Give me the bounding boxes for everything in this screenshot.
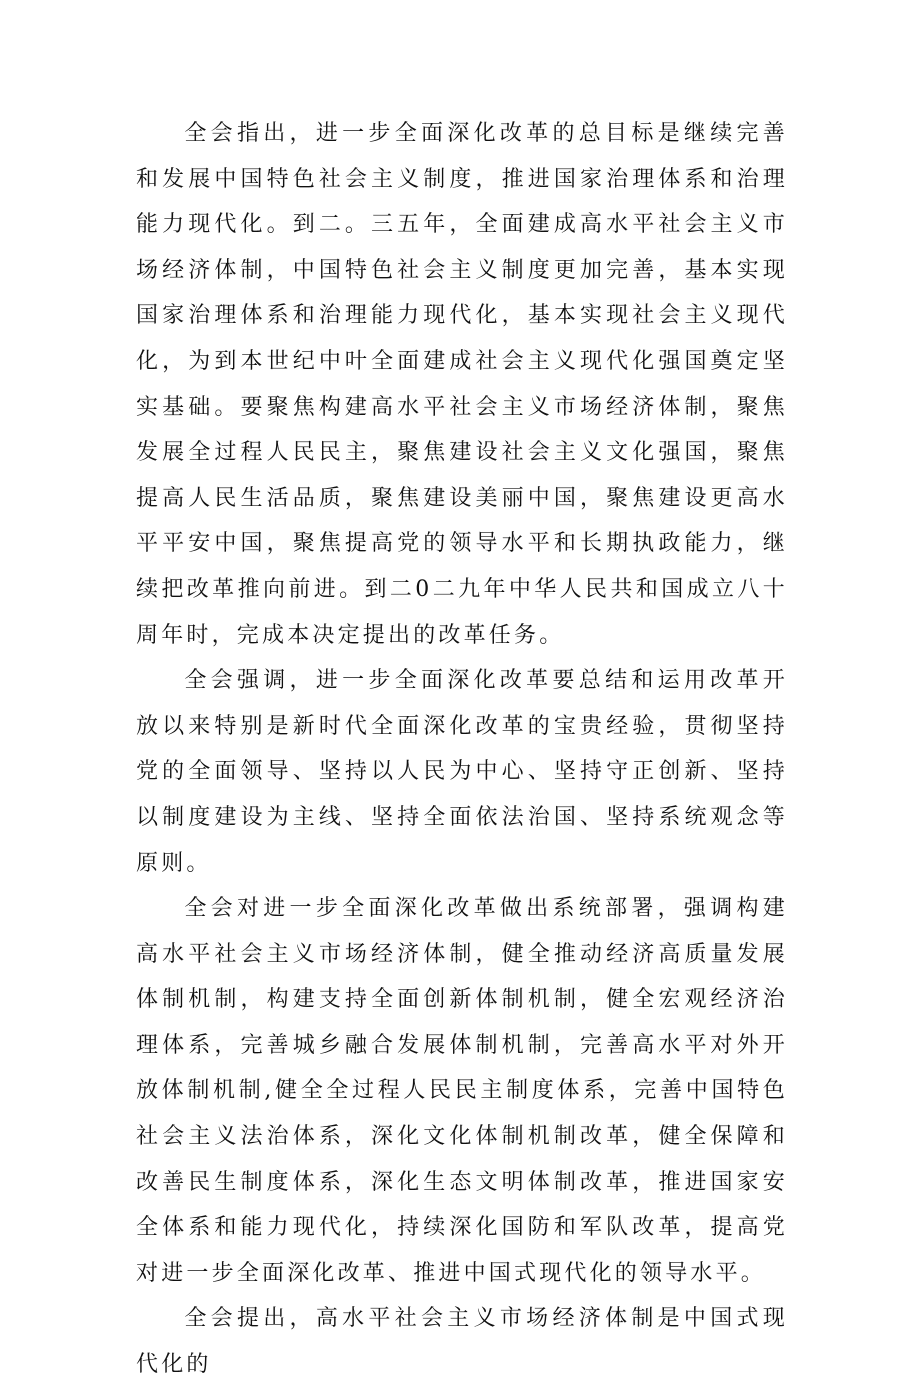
document-body (136, 111, 788, 1388)
paragraph-total-goal: 全会指出，进一步全面深化改革的总目标是继续完善和发展中国特色社会主义制度，推进国家治理体系和治理能力现代化。到二。三五年，全面建成高水平社会主义市场经济体制，中国特色社会主义制度更加完善，基本实现国家治理体系和治理能力现代化，基本实现社会主义现代化，为到本世纪中叶全面建成社会主义现代化强国奠定坚实基础。要聚焦构建高水平社会主义市场经济体制，聚焦发展全过程人民民主，聚焦建设社会主义文化强国，聚焦提高人民生活品质，聚焦建设美丽中国，聚焦建设更高水平平安中国，聚焦提高党的领导水平和长期执政能力，继续把改革推向前进。到二0二九年中华人民共和国成立八十周年时，完成本决定提出的改革任务。 (136, 121, 788, 648)
paragraph-experience: 全会强调，进一步全面深化改革要总结和运用改革开放以来特别是新时代全面深化改革的宝贵经验，贯彻坚持党的全面领导、坚持以人民为中心、坚持守正创新、坚持以制度建设为主线、坚持全面依法治国、坚持系统观念等原则。 (136, 668, 788, 876)
paragraph-deployment: 全会对进一步全面深化改革做出系统部署，强调构建高水平社会主义市场经济体制，健全推动经济高质量发展体制机制，构建支持全面创新体制机制，健全宏观经济治理体系，完善城乡融合发展体制机制，完善高水平对外开放体制机制,健全全过程人民民主制度体系，完善中国特色社会主义法治体系，深化文化体制机制改革，健全保障和改善民生制度体系，深化生态文明体制改革，推进国家安全体系和能力现代化，持续深化国防和军队改革，提高党对进一步全面深化改革、推进中国式现代化的领导水平。 (136, 896, 788, 1286)
paragraph-market-economy: 全会提出，高水平社会主义市场经济体制是中国式现代化的 (136, 1306, 788, 1378)
